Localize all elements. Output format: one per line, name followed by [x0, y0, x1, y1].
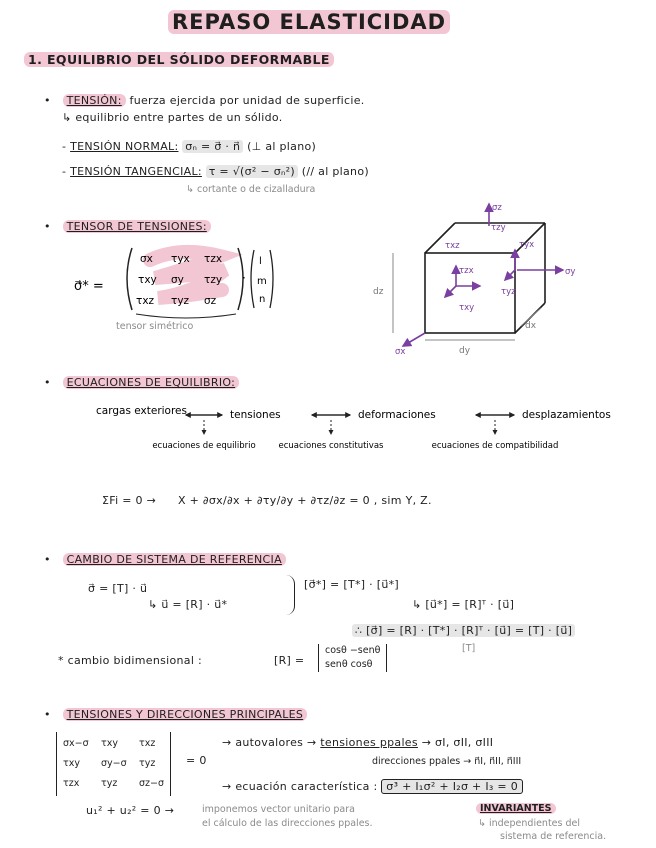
tensor-note: tensor simétrico	[116, 321, 194, 332]
label-txz: τxz	[445, 241, 460, 251]
flow-desplazamientos: desplazamientos	[522, 409, 611, 421]
tangencial-sub: ↳ cortante o de cizalladura	[186, 184, 316, 195]
invariantes-sub2: sistema de referencia.	[500, 831, 607, 842]
section-heading-equilibrio: 1. EQUILIBRIO DEL SÓLIDO DEFORMABLE	[24, 52, 334, 67]
unit-vector-note2: el cálculo de las direcciones ppales.	[202, 818, 373, 829]
bidim-matrix: cosθ −senθ senθ cosθ	[318, 644, 387, 672]
cambio-r3: ∴ [σ⃗] = [R] · [T*] · [R]ᵀ · [u⃗] = [T] · [u⃗]	[352, 624, 575, 637]
tensor-lhs: σ⃗* =	[74, 279, 104, 294]
vector-cell: l	[259, 256, 262, 267]
autovalores-line: → autovalores → tensiones ppales → σI, σII, σIII	[222, 736, 494, 749]
invariantes-label: INVARIANTES	[476, 803, 556, 814]
bidim-label: * cambio bidimensional :	[58, 654, 202, 667]
tensor-heading: • TENSOR DE TENSIONES:	[44, 220, 211, 233]
label-sz: σz	[492, 203, 502, 213]
cambio-l2: ↳ u⃗ = [R] · u⃗*	[148, 598, 228, 611]
tension-normal-line: - TENSIÓN NORMAL: σₙ = σ⃗ · n⃗ (⊥ al plano)	[62, 140, 317, 153]
ecuacion-caracteristica: → ecuación característica : σ³ + I₁σ² + I₂σ + I₃ = 0	[222, 780, 523, 793]
label-tyz: τyz	[501, 287, 516, 297]
cambio-brace	[286, 575, 295, 615]
principales-heading: • TENSIONES Y DIRECCIONES PRINCIPALES	[44, 708, 307, 721]
label-sy: σy	[565, 267, 576, 277]
direcciones-line: direcciones ppales → n⃗I, n⃗II, n⃗III	[372, 756, 522, 767]
label-dy: dy	[459, 346, 471, 356]
cambio-r3-under: [T]	[462, 643, 476, 654]
flow-under-equilibrio: ecuaciones de equilibrio	[152, 441, 256, 451]
flow-under-constitutivas: ecuaciones constitutivas	[278, 441, 384, 451]
label-dz: dz	[373, 287, 384, 297]
matrix-cell: τxy	[138, 274, 157, 286]
label-tzx: τzx	[459, 266, 474, 276]
cambio-heading: • CAMBIO DE SISTEMA DE REFERENCIA	[44, 553, 286, 566]
invariantes-sub1: ↳ independientes del	[478, 818, 580, 829]
cambio-r1: [σ⃗*] = [T*] · [u⃗*]	[304, 578, 400, 591]
flow-cargas: cargas exteriores	[96, 405, 187, 417]
equilibrio-heading: • ECUACIONES DE EQUILIBRIO:	[44, 376, 239, 389]
tension-tangencial-line: - TENSIÓN TANGENCIAL: τ = √(σ² − σₙ²) (// al plano)	[62, 165, 369, 178]
equilibrio-flow	[90, 402, 650, 466]
page-title: REPASO ELASTICIDAD	[168, 10, 450, 34]
matrix-cell: τxz	[136, 295, 155, 307]
matrix-cell: σy	[171, 274, 184, 286]
matrix-cell: τyz	[171, 295, 190, 307]
label-txy: τxy	[459, 303, 475, 313]
tension-line: • TENSIÓN: fuerza ejercida por unidad de superficie.	[44, 94, 365, 107]
unit-vector-note1: imponemos vector unitario para	[202, 804, 355, 815]
matrix-cell: τzx	[204, 253, 223, 265]
flow-deformaciones: deformaciones	[358, 409, 436, 421]
equilibrio-equation: ΣFi = 0 → X + ∂σx/∂x + ∂τy/∂y + ∂τz/∂z = 0 , sim Y, Z.	[102, 494, 432, 507]
flow-tensiones: tensiones	[230, 409, 281, 421]
matrix-cell: τyx	[171, 253, 190, 265]
bidim-lhs: [R] =	[274, 654, 305, 667]
matrix-cell: σx	[140, 253, 153, 265]
label-tzy: τzy	[491, 223, 506, 233]
tension-sub: ↳ equilibrio entre partes de un sólido.	[62, 111, 283, 124]
flow-under-compatibilidad: ecuaciones de compatibilidad	[431, 441, 559, 451]
det-equals: = 0	[186, 754, 207, 767]
label-tyx: τyx	[519, 240, 535, 250]
char-determinant: σx−σ τxy τxz τxy σy−σ τyz τzx τyz σz−σ	[56, 732, 171, 796]
cambio-r2: ↳ [u⃗*] = [R]ᵀ · [u⃗]	[412, 598, 515, 611]
matrix-cell: σz	[204, 295, 217, 307]
stress-cube-diagram	[355, 198, 595, 358]
label-dx: dx	[525, 321, 537, 331]
unit-vector-eq: u₁² + u₂² = 0 →	[86, 804, 175, 817]
label-sx: σx	[395, 347, 406, 357]
svg-text:·: ·	[242, 271, 246, 285]
cambio-l1: σ⃗ = [T] · u⃗	[88, 582, 148, 595]
matrix-cell: τzy	[204, 274, 223, 286]
vector-cell: n	[259, 294, 266, 305]
vector-cell: m	[257, 276, 267, 287]
